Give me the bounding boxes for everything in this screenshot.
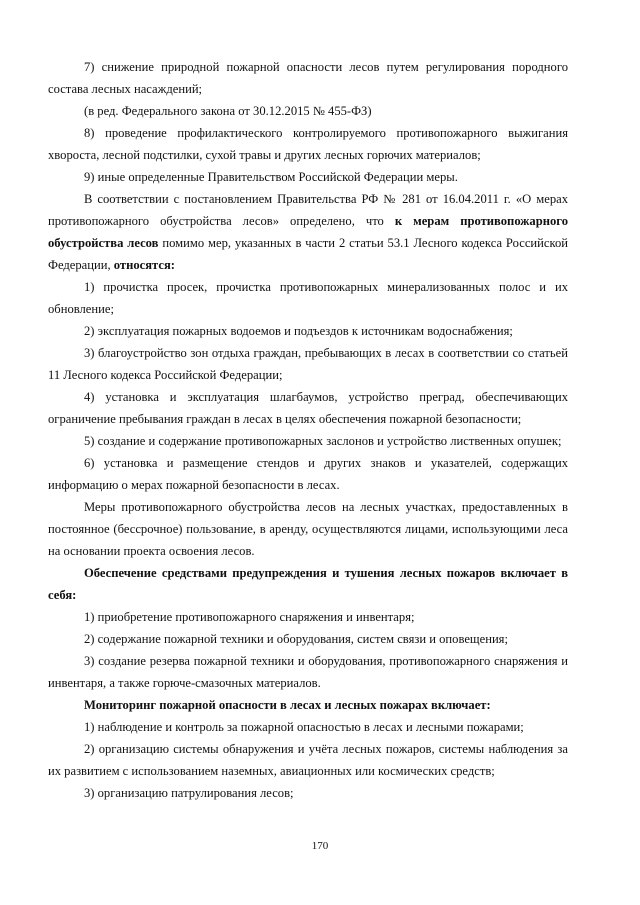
heading-fire-suppression-means-text: Обеспечение средствами предупреждения и тушения лесных пожаров включает в себя:	[48, 566, 568, 602]
paragraph-measures-lease: Меры противопожарного обустройства лесов на лесных участках, предоставленных в постоянное (бессрочное) пользование, в аренду, осуществляются лицами, использующими леса на основании проекта освоения лесов.	[48, 500, 568, 558]
paragraph-measure-1: 1) прочистка просек, прочистка противопожарных минерализованных полос и их обновление;	[48, 280, 568, 316]
resolution-text-a: В соответствии с постановлением Правительства РФ № 281 от 16.04.2011 г. «О мерах противопожарного обустройства лесов» определено, что	[48, 192, 568, 228]
paragraph-item-8: 8) проведение профилактического контролируемого противопожарного выжигания хвороста, лесной подстилки, сухой травы и других лесных горючих материалов;	[48, 126, 568, 162]
paragraph-means-2: 2) содержание пожарной техники и оборудования, систем связи и оповещения;	[84, 632, 508, 646]
paragraph-measure-3: 3) благоустройство зон отдыха граждан, пребывающих в лесах в соответствии со статьей 11 Лесного кодекса Российской Федерации;	[48, 346, 568, 382]
paragraph-monitoring-3: 3) организацию патрулирования лесов;	[84, 786, 294, 800]
heading-monitoring	[48, 694, 568, 716]
resolution-text-bold-includes: относятся:	[113, 258, 175, 272]
document-page	[48, 56, 568, 804]
resolution-text-c: помимо мер, указанных в части 2 статьи 53.1 Лесного кодекса Российской Федерации,	[48, 236, 568, 272]
paragraph-means-1: 1) приобретение противопожарного снаряжения и инвентаря;	[84, 610, 415, 624]
paragraph-monitoring-2: 2) организацию системы обнаружения и учёта лесных пожаров, системы наблюдения за их развитием с использованием наземных, авиационных или космических средств;	[48, 742, 568, 778]
paragraph-amendment-note: (в ред. Федерального закона от 30.12.2015 № 455-ФЗ)	[84, 104, 372, 118]
heading-fire-suppression-means	[48, 562, 568, 606]
paragraph-measure-6: 6) установка и размещение стендов и других знаков и указателей, содержащих информацию о мерах пожарной безопасности в лесах.	[48, 456, 568, 492]
paragraph-measure-5: 5) создание и содержание противопожарных заслонов и устройство лиственных опушек;	[84, 434, 562, 448]
heading-monitoring-text: Мониторинг пожарной опасности в лесах и лесных пожарах включает:	[84, 698, 491, 712]
paragraph-resolution-281	[48, 188, 568, 276]
paragraph-monitoring-1: 1) наблюдение и контроль за пожарной опасностью в лесах и лесными пожарами;	[84, 720, 524, 734]
page-number: 170	[311, 840, 329, 852]
paragraph-item-9: 9) иные определенные Правительством Российской Федерации меры.	[84, 170, 458, 184]
paragraph-measure-4: 4) установка и эксплуатация шлагбаумов, устройство преград, обеспечивающих ограничение пребывания граждан в лесах в целях обеспечения пожарной безопасности;	[48, 390, 568, 426]
paragraph-means-3: 3) создание резерва пожарной техники и оборудования, противопожарного снаряжения и инвентаря, а также горюче-смазочных материалов.	[48, 654, 568, 690]
paragraph-measure-2: 2) эксплуатация пожарных водоемов и подъездов к источникам водоснабжения;	[84, 324, 513, 338]
paragraph-item-7: 7) снижение природной пожарной опасности лесов путем регулирования породного состава лесных насаждений;	[48, 60, 568, 96]
resolution-text-bold-measures: к мерам противопожарного обустройства лесов	[48, 214, 568, 250]
